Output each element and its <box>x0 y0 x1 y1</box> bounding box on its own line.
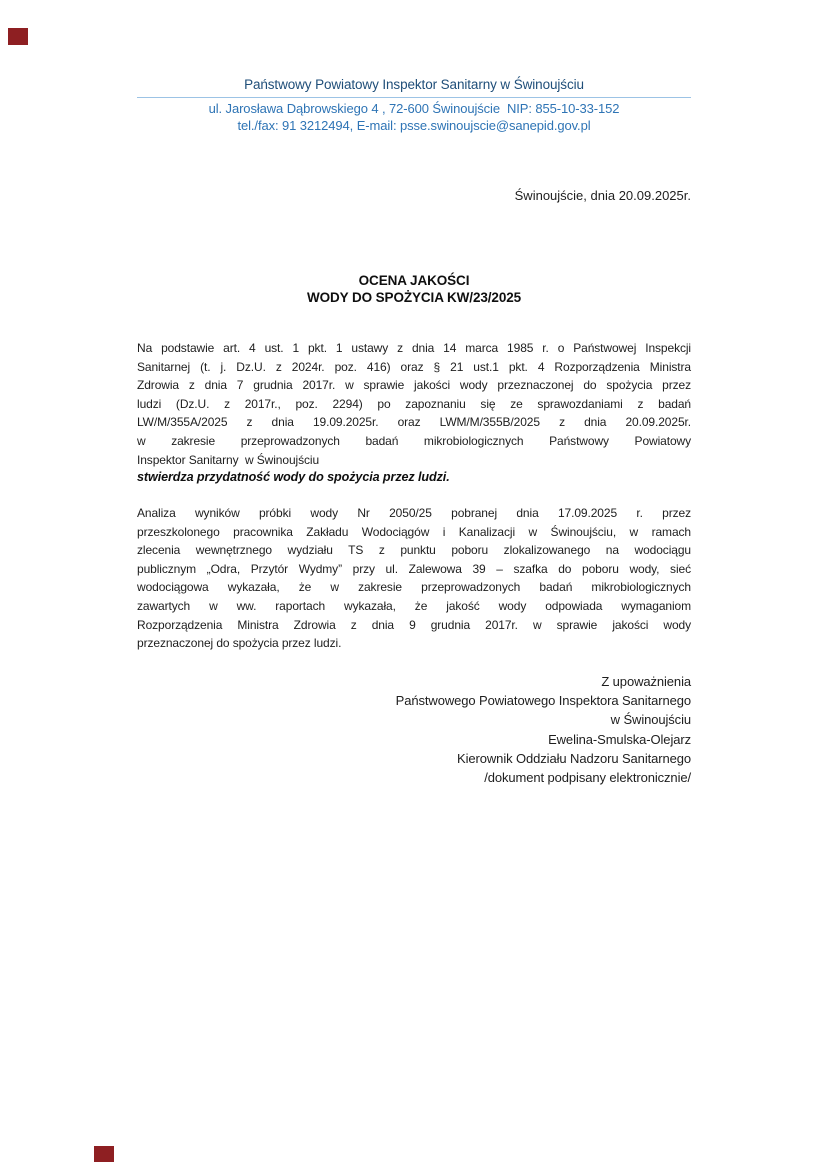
paragraph-line: Zdrowia z dnia 7 grudnia 2017r. w sprawie jakości wody przeznaczonej do spożycia przez <box>137 378 691 393</box>
analysis-paragraph <box>137 504 691 653</box>
redaction-mark-top <box>8 28 28 45</box>
paragraph-line: LW/M/355A/2025 z dnia 19.09.2025r. oraz LWM/M/355B/2025 z dnia 20.09.2025r. <box>137 415 691 430</box>
signature-electronic-note: /dokument podpisany elektronicznie/ <box>484 770 691 786</box>
doc-title <box>137 273 691 306</box>
paragraph-line: Sanitarnej (t. j. Dz.U. z 2024r. poz. 416) oraz § 21 ust.1 pkt. 4 Rozporządzenia Ministra <box>137 359 691 374</box>
org-name: Państwowy Powiatowy Inspektor Sanitarny w Świnoujściu <box>244 77 584 92</box>
header-divider <box>137 97 691 98</box>
legal-statement: stwierdza przydatność wody do spożycia przez ludzi. <box>137 470 450 484</box>
date-line: Świnoujście, dnia 20.09.2025r. <box>514 188 691 203</box>
redaction-mark-bottom <box>94 1146 114 1162</box>
paragraph-line: Inspektor Sanitarny w Świnoujściu <box>137 452 320 467</box>
doc-title-line1: OCENA JAKOŚCI <box>358 273 470 288</box>
signature-block <box>137 672 691 787</box>
signature-authorization: Z upoważnienia <box>601 674 691 689</box>
paragraph-line: przeznaczonej do spożycia przez ludzi. <box>137 636 342 651</box>
signature-person-name: Ewelina-Smulska-Olejarz <box>548 731 691 747</box>
paragraph-line: ludzi (Dz.U. z 2017r., poz. 2294) po zapoznaniu się ze sprawozdaniami z badań <box>137 396 691 411</box>
paragraph-line: Na podstawie art. 4 ust. 1 pkt. 1 ustawy z dnia 14 marca 1985 r. o Państwowej Inspekcji <box>137 341 691 355</box>
signature-org-line: Państwowego Powiatowego Inspektora Sanitarnego <box>395 693 691 709</box>
signature-person-title: Kierownik Oddziału Nadzoru Sanitarnego <box>457 750 691 766</box>
paragraph-line: zlecenia wewnętrznego wydziału TS z punktu poboru zlokalizowanego na wodociągu <box>137 543 691 558</box>
paragraph-line: w zakresie przeprowadzonych badań mikrobiologicznych Państwowy Powiatowy <box>137 433 691 448</box>
paragraph-line: Rozporządzenia Ministra Zdrowia z dnia 9 grudnia 2017r. w sprawie jakości wody <box>137 617 691 632</box>
signature-org-city: w Świnoujściu <box>610 712 691 728</box>
paragraph-line: przeszkolonego pracownika Zakładu Wodociągów i Kanalizacji w Świnoujściu, w ramach <box>137 524 691 539</box>
paragraph-line: wodociągowa wykazała, że w zakresie przeprowadzonych badań mikrobiologicznych <box>137 580 691 595</box>
paragraph-line: zawartych w ww. raportach wykazała, że jakość wody odpowiada wymaganiom <box>137 598 691 613</box>
doc-title-line2: WODY DO SPOŻYCIA KW/23/2025 <box>306 289 522 305</box>
legal-basis-paragraph <box>137 339 691 469</box>
org-contact: tel./fax: 91 3212494, E-mail: psse.swinoujscie@sanepid.gov.pl <box>237 118 591 133</box>
paragraph-line: publicznym „Odra, Przytór Wydmy” przy ul. Zalewowa 39 – szafka do poboru wody, sieć <box>137 561 691 576</box>
org-address: ul. Jarosława Dąbrowskiego 4 , 72-600 Świnoujście NIP: 855-10-33-152 <box>208 101 620 116</box>
paragraph-line: Analiza wyników próbki wody Nr 2050/25 pobranej dnia 17.09.2025 r. przez <box>137 506 691 520</box>
